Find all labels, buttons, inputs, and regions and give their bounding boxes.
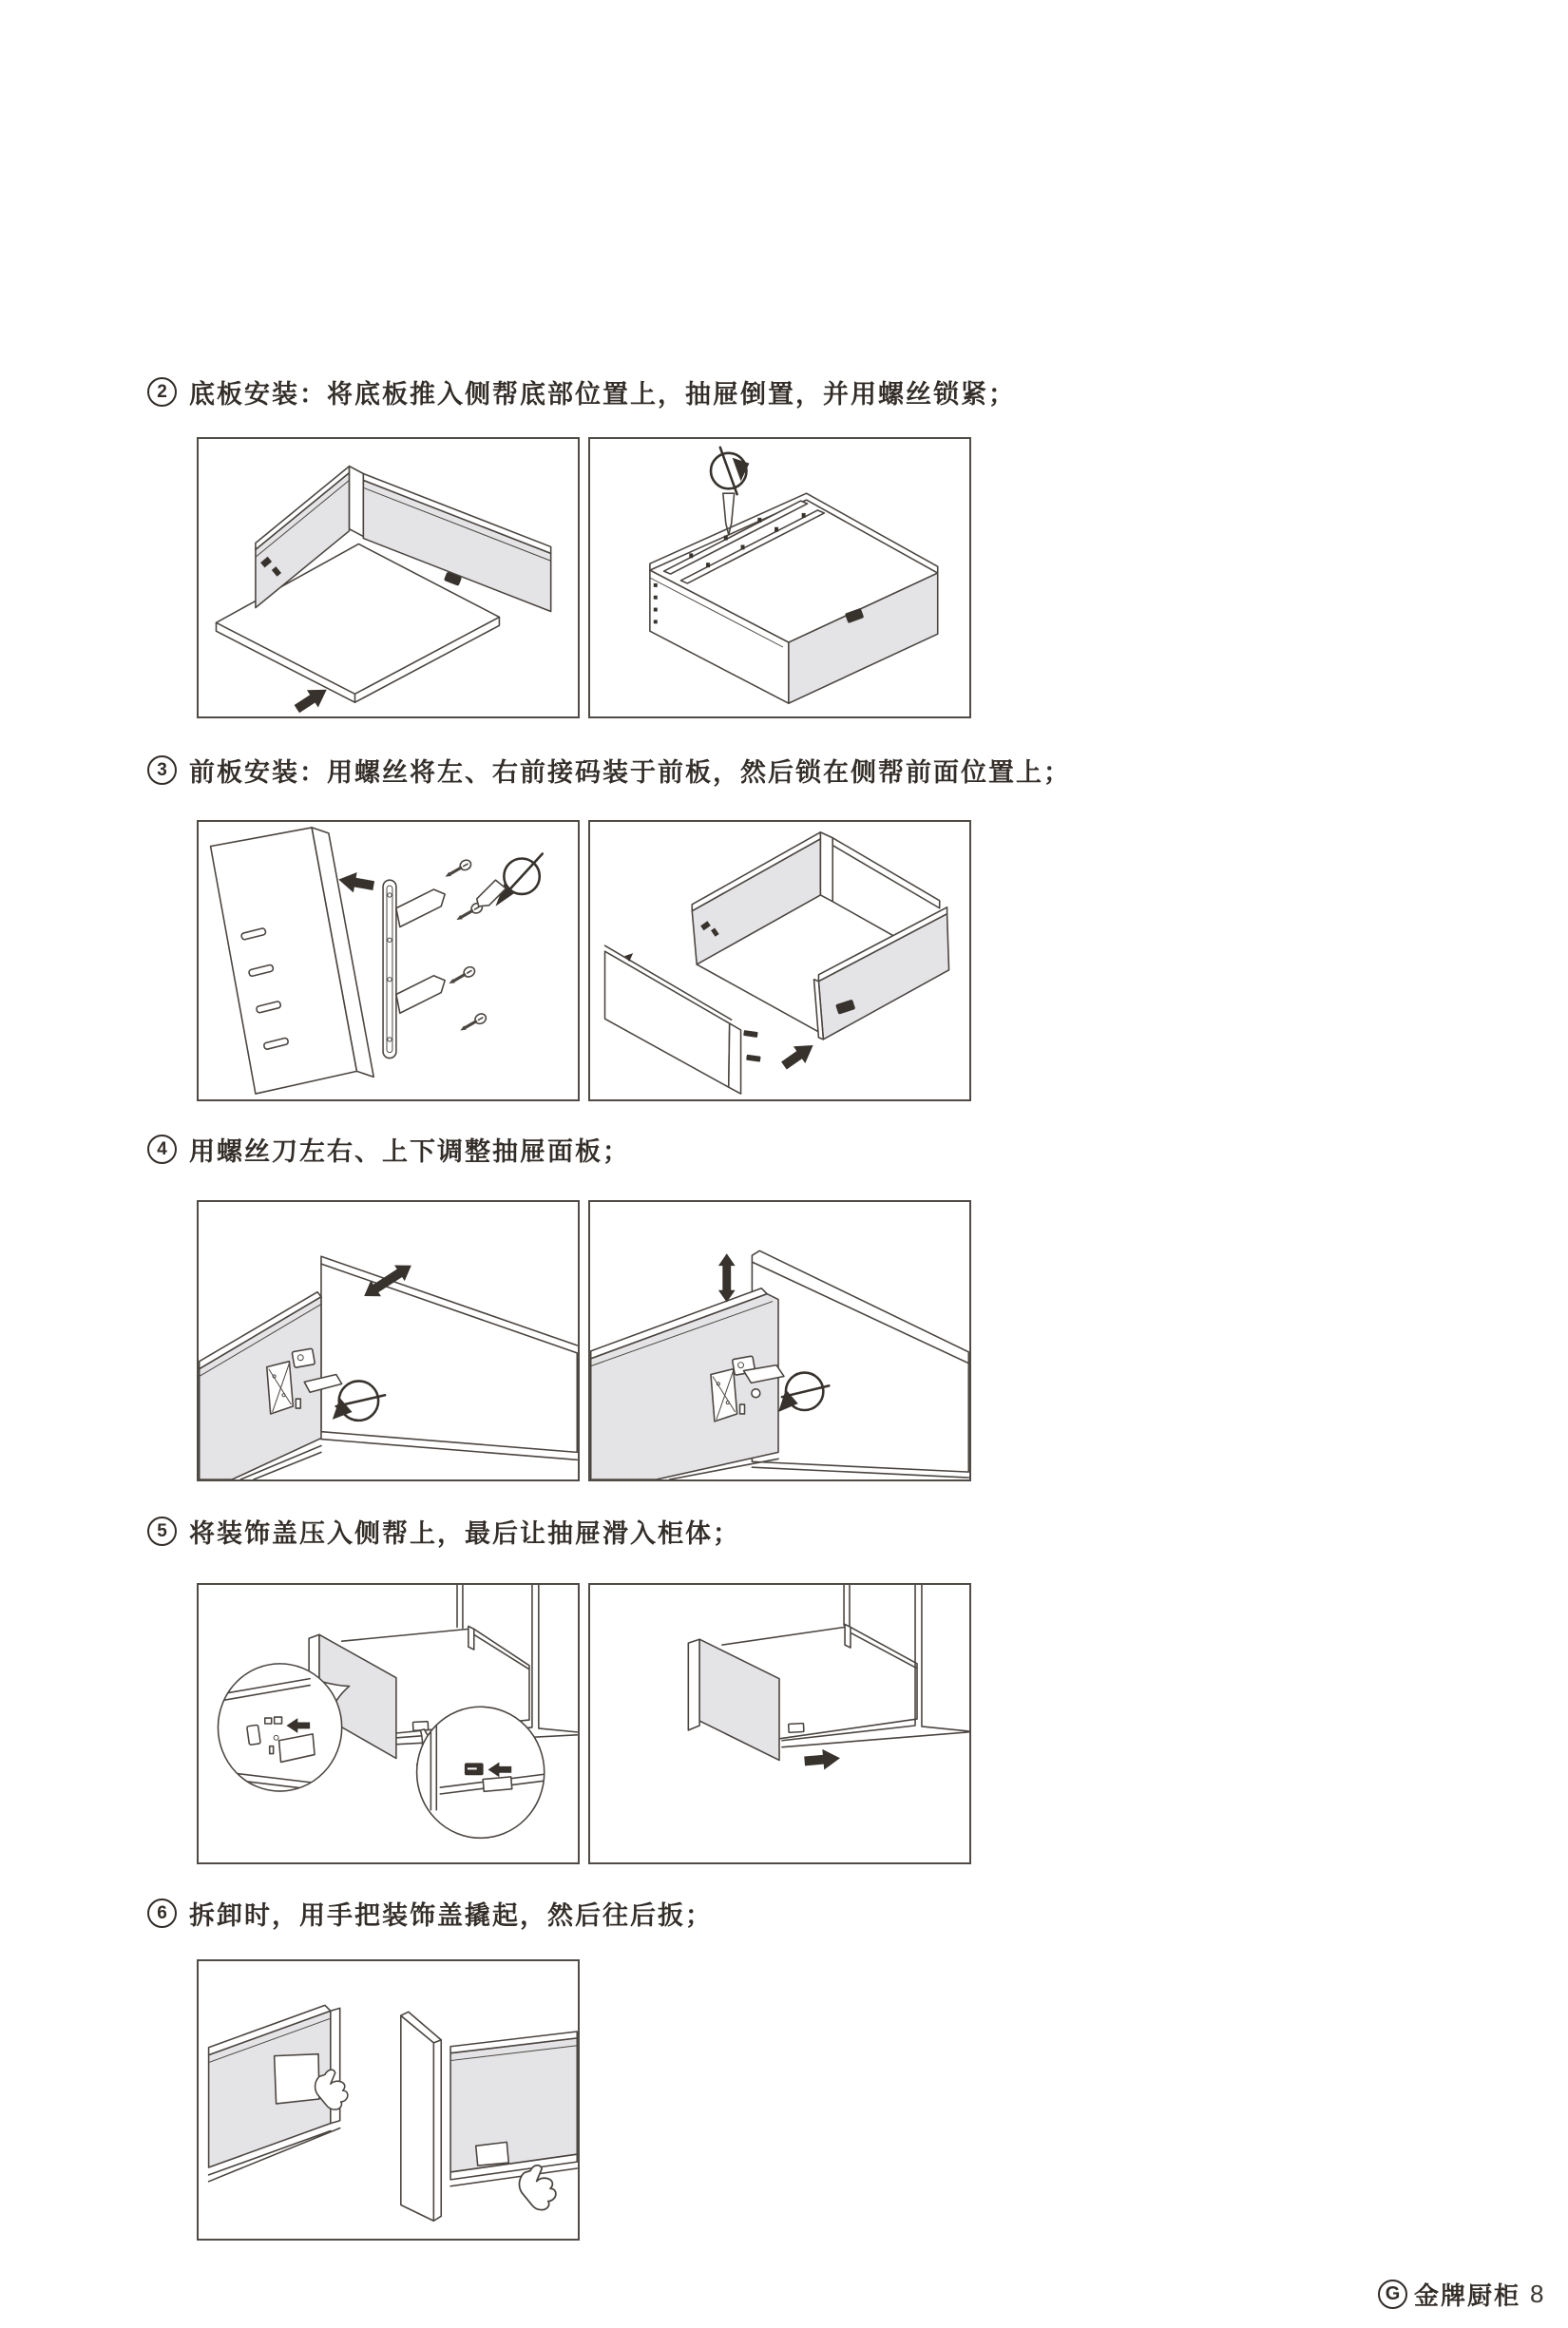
step-6-heading (147, 1895, 713, 1932)
figure-step4-right (588, 1200, 971, 1481)
figure-step5-left (197, 1583, 580, 1864)
left-side-panel (692, 839, 820, 964)
step-2-text: 底板安装：将底板推入侧帮底部位置上，抽屉倒置，并用螺丝锁紧； (189, 380, 1016, 409)
screw-icon (447, 965, 476, 988)
rotate-arrow-icon (495, 854, 542, 906)
cover-plate (412, 1722, 428, 1731)
up-down-adjustment-illustration (590, 1202, 969, 1479)
page-number: 8 (1530, 2279, 1544, 2308)
cabinet (782, 1585, 968, 1747)
front-board (752, 1250, 968, 1472)
screwdriver-icon (477, 880, 507, 906)
screw-icon (458, 1012, 488, 1035)
step-5-number-badge: 5 (147, 1517, 177, 1546)
front-bracket-screws-illustration (199, 822, 578, 1099)
step-4-heading (147, 1131, 630, 1168)
logo-letter: G (1385, 2283, 1401, 2304)
front-panel-attach-illustration (590, 822, 969, 1099)
arrow-icon (778, 1037, 819, 1074)
right-side-panel (818, 914, 948, 1040)
step-4-text: 用螺丝刀左右、上下调整抽屉面板； (189, 1137, 630, 1166)
cover-removal-illustration (199, 1961, 578, 2239)
step-5-text: 将装饰盖压入侧帮上，最后让抽屉滑入柜体； (189, 1519, 740, 1548)
figure-step5-right (588, 1583, 971, 1864)
front-board (321, 1264, 577, 1452)
rotate-arrow-icon (711, 448, 749, 494)
left-right-adjustment-illustration (199, 1202, 578, 1479)
figure-step2-right (588, 437, 971, 718)
step-3-number-badge: 3 (147, 755, 177, 785)
cover-plate (275, 2054, 319, 2104)
brand-name: 金牌厨柜 (1414, 2280, 1521, 2310)
screw-icon (443, 858, 472, 881)
drawer-front (699, 1639, 779, 1760)
front-board (401, 2015, 434, 2221)
callout-magnifier (417, 1707, 545, 1838)
figure-step3-left (197, 820, 580, 1101)
figure-step3-right (588, 820, 971, 1101)
step-6-number-badge: 6 (147, 1899, 177, 1928)
pin (743, 1030, 757, 1038)
inverted-drawer-screwing-illustration (590, 439, 969, 716)
bracket-icon (383, 880, 445, 1058)
cover-plate (476, 2142, 509, 2166)
figure-step6 (197, 1959, 580, 2241)
side-panel (200, 1297, 321, 1479)
double-arrow-icon (718, 1253, 736, 1302)
cover-press-in-illustration (199, 1585, 578, 1862)
pin (746, 1055, 760, 1062)
step-6-text: 拆卸时，用手把装饰盖撬起，然后往后扳； (189, 1901, 713, 1930)
step-5-heading (147, 1513, 740, 1550)
arrow-icon (804, 1747, 841, 1771)
step-3-heading (147, 752, 1071, 789)
figure-step2-left (197, 437, 580, 718)
callout-magnifier (218, 1664, 349, 1791)
step-4-number-badge: 4 (147, 1135, 177, 1164)
page-footer (1378, 2275, 1543, 2313)
step-2-number-badge: 2 (147, 377, 177, 407)
figure-step4-left (197, 1200, 580, 1481)
arrow-icon (291, 681, 332, 716)
step-3-text: 前板安装：用螺丝将左、右前接码装于前板，然后锁在侧帮前面位置上； (189, 758, 1071, 787)
cover-plate (789, 1724, 804, 1733)
step-2-heading (147, 373, 1016, 410)
arrow-icon (336, 869, 375, 896)
bottom-panel-slide-in-illustration (199, 439, 578, 716)
drawer-slide-in-illustration (590, 1585, 969, 1862)
brand-logo-icon (1378, 2280, 1407, 2309)
